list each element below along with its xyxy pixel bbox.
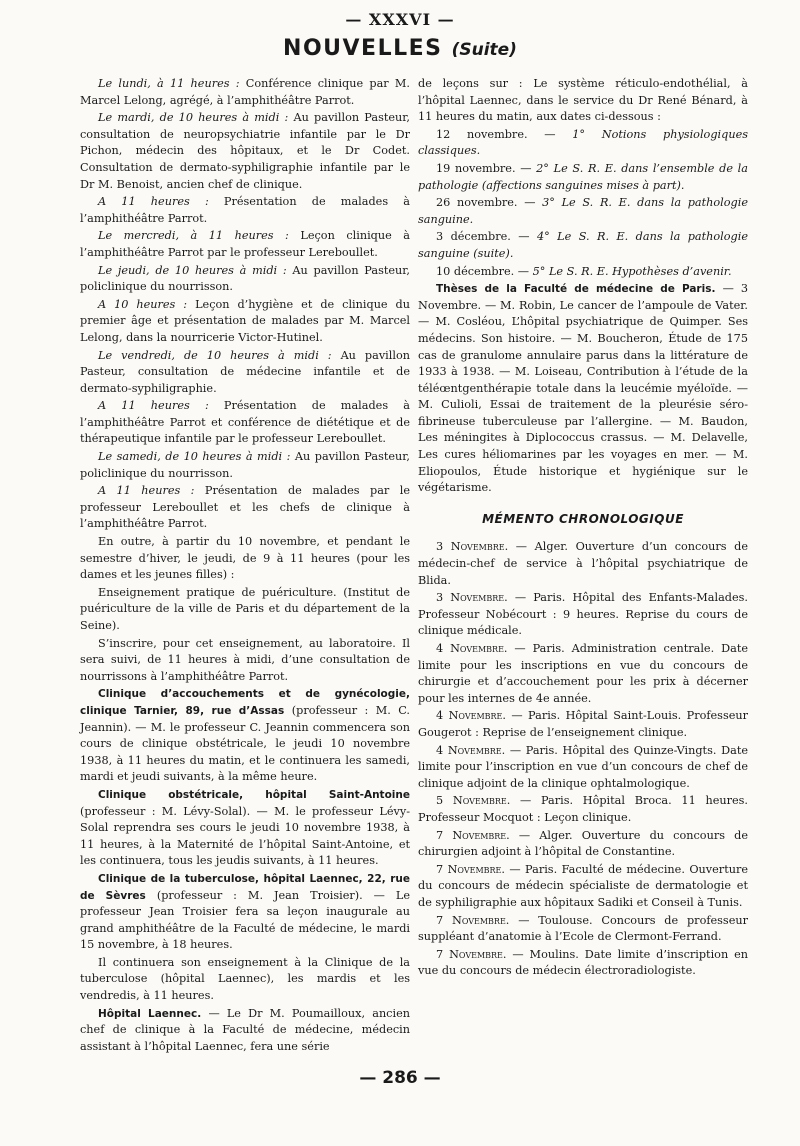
list-item: 3 Novembre. — Paris. Hôpital des Enfants-Malades. Professeur Nobécourt : 9 heures. Reprise du cours de clinique médicale.	[418, 591, 749, 638]
list-item: 7 Novembre. — Moulins. Date limite d’inscription en vue du concours de médecin électroradiologiste.	[418, 947, 749, 978]
memento-heading: MÉMENTO CHRONOLOGIQUE	[482, 511, 684, 526]
paragraph: A 11 heures : Présentation de malades à l’amphithéâtre Parrot et conférence de diététique et de thérapeutique infantile par le professeur Lereboullet.	[80, 399, 410, 446]
paragraph: Le vendredi, de 10 heures à midi : Au pavillon Pasteur, consultation de médecine infantile et de dermato-syphiligraphie.	[80, 348, 410, 395]
list-item: 7 Novembre. — Alger. Ouverture du concours de chirurgien adjoint à l’hôpital de Constantine.	[418, 828, 748, 859]
paragraph: Le mercredi, à 11 heures : Leçon clinique à l’amphithéâtre Parrot par le professeur Lereboullet.	[80, 229, 410, 259]
list-item: 7 Novembre. — Toulouse. Concours de professeur suppléant d’anatomie à l’Ecole de Clermont-Ferrand.	[418, 913, 748, 944]
left-column	[80, 76, 410, 1056]
page-number: — 286 —	[359, 1068, 441, 1088]
paragraph: Le lundi, à 11 heures : Conférence clinique par M. Marcel Lelong, agrégé, à l’amphithéâtre Parrot.	[80, 77, 410, 107]
paragraph: Il continuera son enseignement à la Clinique de la tuberculose (hôpital Laennec), les mardis et les vendredis, à 11 heures.	[80, 955, 410, 1003]
paragraph: A 11 heures : Présentation de malades à l’amphithéâtre Parrot.	[80, 195, 410, 225]
paragraph: En outre, à partir du 10 novembre, et pendant le semestre d’hiver, le jeudi, de 9 à 11 heures (pour les dames et les jeunes filles) :	[80, 535, 410, 582]
paragraph: Le jeudi, de 10 heures à midi : Au pavillon Pasteur, policlinique du nourrisson.	[80, 263, 410, 294]
section-title	[0, 36, 800, 61]
list-item: 7 Novembre. — Paris. Faculté de médecine. Ouverture du concours de médecin spécialiste de dermatologie et de syphiligraphie aux hôpitaux Sadiki et Conseil à Tunis.	[418, 862, 748, 909]
right-column	[418, 76, 748, 981]
title-suite: (Suite)	[451, 40, 517, 60]
paragraph: S’inscrire, pour cet enseignement, au laboratoire. Il sera suivi, de 11 heures à midi, d’une consultation de nourrissons à l’amphithéâtre Parrot.	[80, 636, 410, 683]
paragraph: 10 décembre. — 5° Le S. R. E. Hypothèses d’avenir.	[436, 264, 732, 278]
paragraph: Clinique obstétricale, hôpital Saint-Antoine (professeur : M. Lévy-Solal). — M. le professeur Lévy-Solal reprendra ses cours le jeudi 10 novembre 1938, à 11 heures, à la Maternité de l’hôpital Saint-Antoine, et les continuera, tous les jeudis suivants, à 11 heures.	[80, 788, 410, 868]
paragraph: A 11 heures : Présentation de malades par le professeur Lereboullet et les chefs de clinique à l’amphithéâtre Parrot.	[80, 484, 410, 531]
paragraph: Clinique de la tuberculose, hôpital Laennec, 22, rue de Sèvres (professeur : M. Jean Troisier). — Le professeur Jean Troisier fera sa leçon inaugurale au grand amphithéâtre de la Faculté de médecine, le mardi 15 novembre, à 18 heures.	[80, 872, 411, 952]
paragraph: Hôpital Laennec. — Le Dr M. Poumailloux, ancien chef de clinique à la Faculté de médecine, médecin assistant à l’hôpital Laennec, fera une série	[80, 1006, 410, 1053]
paragraph: Le samedi, de 10 heures à midi : Au pavillon Pasteur, policlinique du nourrisson.	[80, 450, 410, 480]
paragraph: de leçons sur : Le système réticulo-endothélial, à l’hôpital Laennec, dans le service du Dr René Bénard, à 11 heures du matin, aux dates ci-dessous :	[418, 77, 748, 124]
paragraph: Le mardi, de 10 heures à midi : Au pavillon Pasteur, consultation de neuropsychiatrie infantile par le Dr Pichon, médecin des hôpitaux, et le Dr Codet. Consultation de dermato-syphiligraphie infantile par le Dr M. Benoist, ancien chef de clinique.	[80, 111, 410, 191]
paragraph: Clinique d’accouchements et de gynécologie, clinique Tarnier, 89, rue d’Assas (professeur : M. C. Jeannin). — M. le professeur C. Jeannin commencera son cours de clinique obstétricale, le jeudi 10 novembre 1938, à 11 heures du matin, et le continuera les samedi, mardi et jeudi suivants, à la même heure.	[80, 688, 410, 784]
paragraph: 12 novembre. — 1° Notions physiologiques classiques.	[418, 127, 748, 158]
paragraph: Enseignement pratique de puériculture. (Institut de puériculture de la ville de Paris et du département de la Seine).	[80, 585, 410, 632]
list-item: 4 Novembre. — Paris. Hôpital Saint-Louis. Professeur Gougerot : Reprise de l’enseignement clinique.	[418, 709, 749, 739]
paragraph: 26 novembre. — 3° Le S. R. E. dans la pathologie sanguine.	[418, 196, 748, 226]
list-item: 4 Novembre. — Paris. Hôpital des Quinze-Vingts. Date limite pour l’inscription en vue d’un concours de chef de clinique adjoint de la clinique ophtalmologique.	[418, 743, 748, 790]
title-main: NOUVELLES	[283, 36, 443, 61]
page-roman-numeral: — XXXVI —	[345, 10, 455, 29]
list-item: 3 Novembre. — Alger. Ouverture d’un concours de médecin-chef de service à l’hôpital psychiatrique de Blida.	[418, 540, 748, 587]
paragraph: 19 novembre. — 2° Le S. R. E. dans l’ensemble de la pathologie (affections sanguines mises à part).	[418, 161, 748, 192]
paragraph: A 10 heures : Leçon d’hygiène et de clinique du premier âge et présentation de malades par M. Marcel Lelong, dans la nourricerie Victor-Hutinel.	[80, 297, 411, 344]
paragraph: 3 décembre. — 4° Le S. R. E. dans la pathologie sanguine (suite).	[418, 230, 749, 260]
list-item: 5 Novembre. — Paris. Hôpital Broca. 11 heures. Professeur Mocquot : Leçon clinique.	[418, 794, 748, 824]
list-item: 4 Novembre. — Paris. Administration centrale. Date limite pour les inscriptions en vue du concours de chirurgie et d’accouchement pour les prix à décerner pour les internes de 4e année.	[418, 642, 748, 705]
paragraph: Thèses de la Faculté de médecine de Paris. — 3 Novembre. — M. Robin, Le cancer de l’ampoule de Vater. — M. Cosléou, L’hôpital psychiatrique de Quimper. Ses médecins. Son histoire. — M. Boucheron, Étude de 175 cas de granulome annulaire parus dans la littérature de 1933 à 1938. — M. Loiseau, Contribution à l’étude de la téléœntgenthérapie totale dans la leucémie myéloïde. — M. Culioli, Essai de traitement de la pleurésie séro-fibrineuse tuberculeuse par l’allergine. — M. Baudon, Les méningites à Diplococcus crassus. — M. Delavelle, Les cures héliomarines par les voyages en mer. — M. Eliopoulos, Étude historique et hygiénique sur le végétarisme.	[418, 282, 748, 495]
